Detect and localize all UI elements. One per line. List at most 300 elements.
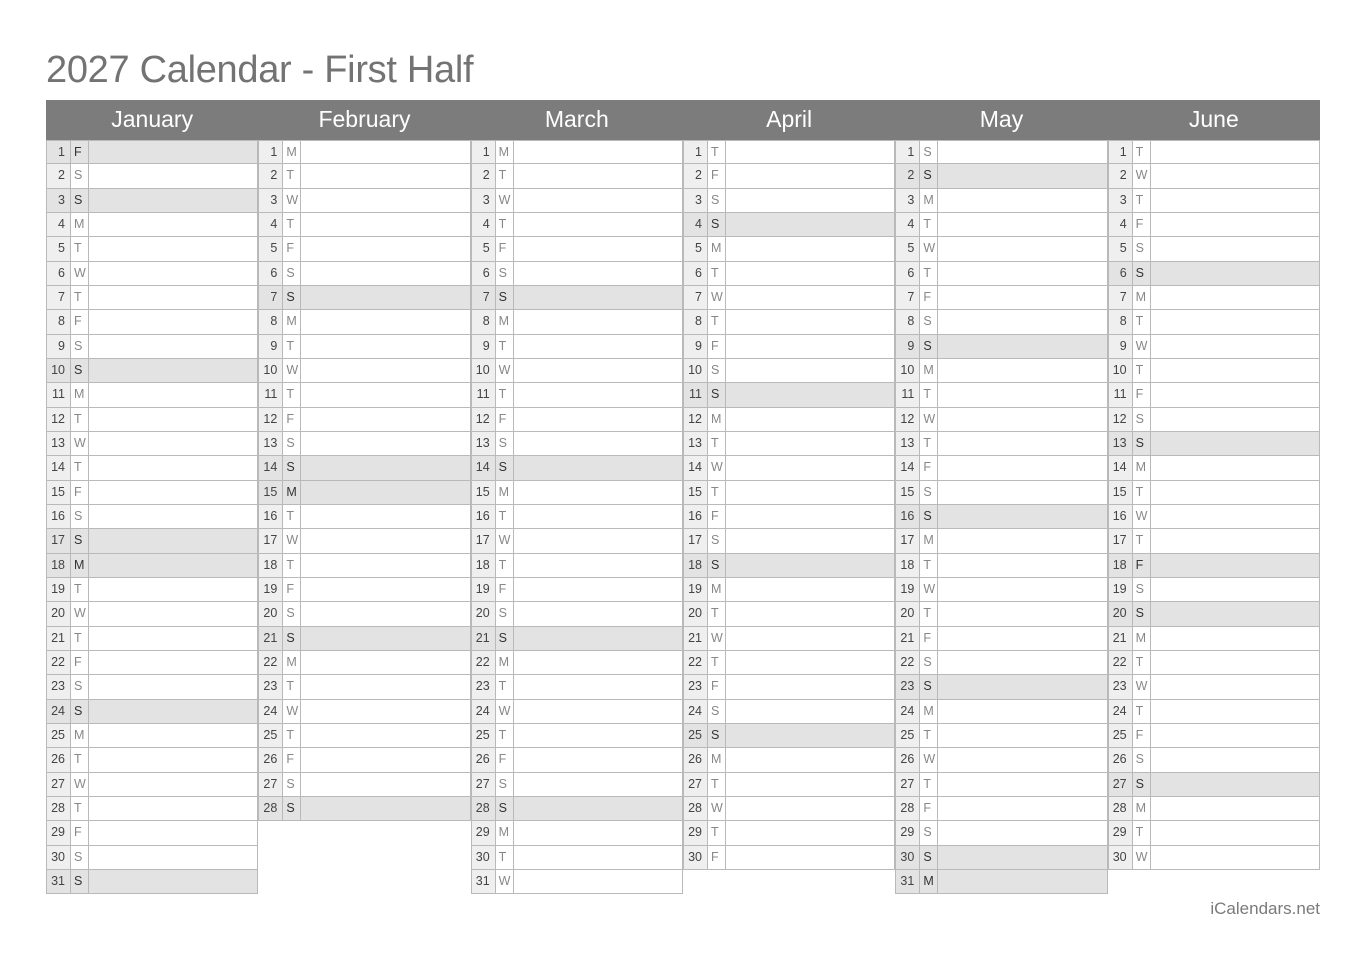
day-row: [258, 383, 470, 407]
day-number: 25: [46, 724, 71, 747]
day-row: [471, 189, 683, 213]
day-number: 10: [471, 359, 496, 382]
day-row: [258, 432, 470, 456]
day-number: 26: [683, 748, 708, 771]
day-number: 14: [471, 456, 496, 479]
day-row: [258, 189, 470, 213]
day-row: [1108, 237, 1320, 261]
day-number: 16: [258, 505, 283, 528]
weekday-letter: W: [283, 700, 301, 723]
note-cell: [301, 383, 470, 406]
day-row: [895, 748, 1107, 772]
note-cell: [89, 213, 258, 236]
day-row: [258, 213, 470, 237]
day-number: 8: [895, 310, 920, 333]
day-number: 16: [895, 505, 920, 528]
note-cell: [726, 724, 895, 747]
weekday-letter: S: [920, 846, 938, 869]
note-cell: [726, 846, 895, 869]
note-cell: [514, 846, 683, 869]
weekday-letter: S: [920, 141, 938, 163]
weekday-letter: S: [920, 821, 938, 844]
weekday-letter: T: [1133, 651, 1151, 674]
weekday-letter: F: [496, 408, 514, 431]
day-number: 7: [895, 286, 920, 309]
day-row: [895, 481, 1107, 505]
month-header: January: [111, 106, 194, 132]
day-number: 7: [1108, 286, 1133, 309]
day-row: [46, 505, 258, 529]
note-cell: [726, 141, 895, 163]
note-cell: [1151, 602, 1320, 625]
day-row: [683, 529, 895, 553]
day-number: 1: [1108, 141, 1133, 163]
day-row: [1108, 627, 1320, 651]
weekday-letter: T: [920, 554, 938, 577]
weekday-letter: S: [920, 310, 938, 333]
weekday-letter: F: [283, 578, 301, 601]
day-row: [258, 529, 470, 553]
day-row: [1108, 505, 1320, 529]
weekday-letter: T: [283, 164, 301, 187]
note-cell: [938, 359, 1107, 382]
day-number: 19: [258, 578, 283, 601]
day-row: [1108, 310, 1320, 334]
day-number: 8: [1108, 310, 1133, 333]
day-number: 1: [683, 141, 708, 163]
day-number: 4: [683, 213, 708, 236]
day-row: [895, 846, 1107, 870]
day-number: 28: [46, 797, 71, 820]
month-column-april: [683, 140, 895, 870]
day-number: 28: [1108, 797, 1133, 820]
month-header: June: [1188, 106, 1239, 132]
weekday-letter: T: [496, 383, 514, 406]
note-cell: [89, 505, 258, 528]
note-cell: [89, 554, 258, 577]
day-row: [258, 505, 470, 529]
day-row: [258, 554, 470, 578]
weekday-letter: T: [920, 773, 938, 796]
weekday-letter: S: [1133, 408, 1151, 431]
note-cell: [514, 602, 683, 625]
note-cell: [514, 310, 683, 333]
note-cell: [1151, 164, 1320, 187]
note-cell: [89, 359, 258, 382]
weekday-letter: S: [283, 432, 301, 455]
day-number: 4: [258, 213, 283, 236]
day-number: 11: [471, 383, 496, 406]
note-cell: [301, 310, 470, 333]
weekday-letter: M: [920, 700, 938, 723]
day-row: [1108, 554, 1320, 578]
day-number: 23: [1108, 675, 1133, 698]
note-cell: [514, 627, 683, 650]
weekday-letter: T: [1133, 141, 1151, 163]
day-row: [46, 578, 258, 602]
day-row: [46, 456, 258, 480]
note-cell: [938, 432, 1107, 455]
weekday-letter: T: [1133, 310, 1151, 333]
day-row: [895, 627, 1107, 651]
day-row: [895, 359, 1107, 383]
day-number: 10: [46, 359, 71, 382]
weekday-letter: S: [496, 432, 514, 455]
note-cell: [514, 262, 683, 285]
note-cell: [726, 578, 895, 601]
note-cell: [726, 627, 895, 650]
note-cell: [301, 602, 470, 625]
note-cell: [89, 141, 258, 163]
weekday-letter: T: [1133, 359, 1151, 382]
note-cell: [301, 456, 470, 479]
day-number: 2: [46, 164, 71, 187]
day-number: 4: [1108, 213, 1133, 236]
weekday-letter: T: [71, 578, 89, 601]
weekday-letter: T: [283, 505, 301, 528]
weekday-letter: S: [496, 602, 514, 625]
day-number: 22: [258, 651, 283, 674]
day-number: 16: [46, 505, 71, 528]
note-cell: [726, 164, 895, 187]
day-row: [258, 748, 470, 772]
day-row: [471, 237, 683, 261]
weekday-letter: W: [496, 529, 514, 552]
weekday-letter: T: [708, 602, 726, 625]
weekday-letter: F: [1133, 213, 1151, 236]
day-row: [46, 164, 258, 188]
day-number: 1: [471, 141, 496, 163]
day-number: 30: [46, 846, 71, 869]
note-cell: [726, 456, 895, 479]
weekday-letter: T: [920, 602, 938, 625]
day-row: [258, 797, 470, 821]
note-cell: [1151, 237, 1320, 260]
day-row: [258, 773, 470, 797]
day-number: 22: [895, 651, 920, 674]
day-number: 7: [258, 286, 283, 309]
day-number: 19: [46, 578, 71, 601]
weekday-letter: S: [71, 359, 89, 382]
note-cell: [938, 773, 1107, 796]
day-row: [46, 627, 258, 651]
weekday-letter: S: [708, 724, 726, 747]
note-cell: [726, 310, 895, 333]
weekday-letter: M: [71, 554, 89, 577]
day-number: 25: [895, 724, 920, 747]
day-number: 27: [895, 773, 920, 796]
note-cell: [514, 286, 683, 309]
note-cell: [514, 700, 683, 723]
day-number: 20: [683, 602, 708, 625]
day-row: [46, 700, 258, 724]
weekday-letter: S: [283, 773, 301, 796]
note-cell: [301, 481, 470, 504]
note-cell: [514, 748, 683, 771]
note-cell: [514, 189, 683, 212]
note-cell: [89, 408, 258, 431]
note-cell: [301, 164, 470, 187]
day-row: [895, 505, 1107, 529]
note-cell: [301, 189, 470, 212]
note-cell: [726, 237, 895, 260]
day-number: 24: [258, 700, 283, 723]
day-number: 27: [683, 773, 708, 796]
day-row: [1108, 432, 1320, 456]
note-cell: [301, 286, 470, 309]
day-number: 11: [46, 383, 71, 406]
note-cell: [1151, 408, 1320, 431]
day-number: 25: [471, 724, 496, 747]
weekday-letter: M: [496, 310, 514, 333]
day-row: [683, 335, 895, 359]
day-number: 8: [46, 310, 71, 333]
day-row: [471, 675, 683, 699]
weekday-letter: M: [496, 141, 514, 163]
weekday-letter: F: [283, 748, 301, 771]
weekday-letter: S: [71, 870, 89, 893]
day-row: [46, 773, 258, 797]
weekday-letter: M: [920, 529, 938, 552]
note-cell: [301, 675, 470, 698]
day-row: [1108, 821, 1320, 845]
day-number: 30: [471, 846, 496, 869]
day-row: [683, 554, 895, 578]
day-row: [1108, 724, 1320, 748]
day-number: 6: [895, 262, 920, 285]
weekday-letter: W: [920, 237, 938, 260]
note-cell: [514, 213, 683, 236]
note-cell: [938, 335, 1107, 358]
day-row: [258, 700, 470, 724]
day-row: [683, 164, 895, 188]
weekday-letter: T: [496, 335, 514, 358]
day-number: 10: [1108, 359, 1133, 382]
day-number: 13: [1108, 432, 1133, 455]
note-cell: [1151, 189, 1320, 212]
weekday-letter: S: [71, 189, 89, 212]
note-cell: [301, 359, 470, 382]
note-cell: [938, 262, 1107, 285]
day-row: [895, 310, 1107, 334]
day-row: [46, 529, 258, 553]
day-number: 8: [683, 310, 708, 333]
day-number: 25: [258, 724, 283, 747]
day-number: 3: [895, 189, 920, 212]
day-number: 17: [895, 529, 920, 552]
day-number: 13: [471, 432, 496, 455]
note-cell: [301, 237, 470, 260]
note-cell: [1151, 335, 1320, 358]
note-cell: [938, 748, 1107, 771]
weekday-letter: W: [920, 748, 938, 771]
note-cell: [89, 651, 258, 674]
day-row: [471, 140, 683, 164]
day-number: 29: [46, 821, 71, 844]
weekday-letter: T: [283, 554, 301, 577]
day-row: [895, 456, 1107, 480]
weekday-letter: S: [71, 846, 89, 869]
day-number: 15: [683, 481, 708, 504]
day-row: [895, 578, 1107, 602]
note-cell: [301, 141, 470, 163]
weekday-letter: M: [920, 870, 938, 893]
day-number: 18: [471, 554, 496, 577]
day-number: 24: [471, 700, 496, 723]
note-cell: [938, 456, 1107, 479]
day-row: [258, 481, 470, 505]
day-number: 18: [258, 554, 283, 577]
weekday-letter: F: [920, 456, 938, 479]
day-row: [683, 846, 895, 870]
weekday-letter: S: [496, 797, 514, 820]
weekday-letter: W: [71, 773, 89, 796]
note-cell: [89, 164, 258, 187]
note-cell: [726, 675, 895, 698]
weekday-letter: F: [708, 335, 726, 358]
day-number: 9: [1108, 335, 1133, 358]
day-row: [1108, 213, 1320, 237]
note-cell: [726, 408, 895, 431]
day-row: [683, 724, 895, 748]
weekday-letter: F: [71, 821, 89, 844]
day-number: 29: [1108, 821, 1133, 844]
note-cell: [514, 505, 683, 528]
weekday-letter: M: [71, 724, 89, 747]
weekday-letter: S: [283, 286, 301, 309]
day-row: [46, 675, 258, 699]
weekday-letter: T: [1133, 700, 1151, 723]
day-row: [46, 383, 258, 407]
note-cell: [1151, 432, 1320, 455]
weekday-letter: S: [1133, 748, 1151, 771]
day-number: 2: [683, 164, 708, 187]
day-row: [683, 821, 895, 845]
day-number: 4: [471, 213, 496, 236]
weekday-letter: T: [1133, 821, 1151, 844]
day-row: [46, 797, 258, 821]
note-cell: [938, 408, 1107, 431]
month-header: March: [544, 106, 609, 132]
calendar-grid: [46, 100, 1320, 894]
weekday-letter: T: [71, 748, 89, 771]
weekday-letter: W: [708, 797, 726, 820]
note-cell: [301, 529, 470, 552]
note-cell: [514, 724, 683, 747]
day-number: 30: [683, 846, 708, 869]
day-row: [46, 870, 258, 894]
day-number: 3: [46, 189, 71, 212]
day-number: 13: [258, 432, 283, 455]
day-row: [1108, 140, 1320, 164]
note-cell: [301, 505, 470, 528]
weekday-letter: S: [920, 164, 938, 187]
weekday-letter: T: [708, 773, 726, 796]
day-number: 22: [471, 651, 496, 674]
day-row: [895, 164, 1107, 188]
day-number: 12: [895, 408, 920, 431]
note-cell: [726, 700, 895, 723]
day-row: [683, 481, 895, 505]
weekday-letter: F: [920, 286, 938, 309]
day-row: [683, 213, 895, 237]
note-cell: [89, 383, 258, 406]
day-row: [683, 262, 895, 286]
note-cell: [726, 213, 895, 236]
day-number: 30: [895, 846, 920, 869]
day-number: 2: [895, 164, 920, 187]
day-row: [471, 164, 683, 188]
weekday-letter: T: [496, 675, 514, 698]
day-row: [1108, 675, 1320, 699]
note-cell: [726, 821, 895, 844]
weekday-letter: S: [708, 554, 726, 577]
note-cell: [938, 481, 1107, 504]
day-row: [258, 675, 470, 699]
day-row: [895, 408, 1107, 432]
weekday-letter: S: [920, 651, 938, 674]
day-row: [471, 724, 683, 748]
weekday-letter: T: [496, 554, 514, 577]
day-row: [258, 456, 470, 480]
month-header: February: [318, 106, 411, 132]
day-row: [258, 359, 470, 383]
weekday-letter: M: [708, 748, 726, 771]
day-row: [895, 140, 1107, 164]
weekday-letter: S: [71, 164, 89, 187]
day-row: [1108, 578, 1320, 602]
day-row: [895, 286, 1107, 310]
day-number: 15: [46, 481, 71, 504]
day-number: 20: [895, 602, 920, 625]
note-cell: [89, 748, 258, 771]
day-row: [1108, 846, 1320, 870]
day-row: [471, 870, 683, 894]
weekday-letter: S: [71, 675, 89, 698]
day-number: 27: [46, 773, 71, 796]
weekday-letter: W: [283, 359, 301, 382]
day-number: 29: [895, 821, 920, 844]
note-cell: [1151, 651, 1320, 674]
note-cell: [938, 141, 1107, 163]
day-number: 25: [683, 724, 708, 747]
day-number: 27: [471, 773, 496, 796]
note-cell: [89, 237, 258, 260]
weekday-letter: T: [920, 213, 938, 236]
day-row: [471, 529, 683, 553]
day-row: [471, 432, 683, 456]
note-cell: [89, 189, 258, 212]
day-number: 17: [471, 529, 496, 552]
day-number: 27: [1108, 773, 1133, 796]
day-row: [683, 505, 895, 529]
day-number: 5: [46, 237, 71, 260]
weekday-letter: F: [708, 164, 726, 187]
day-number: 31: [46, 870, 71, 893]
weekday-letter: M: [708, 578, 726, 601]
note-cell: [726, 505, 895, 528]
weekday-letter: T: [283, 675, 301, 698]
weekday-letter: M: [71, 213, 89, 236]
day-number: 26: [46, 748, 71, 771]
day-row: [1108, 359, 1320, 383]
weekday-letter: M: [1133, 797, 1151, 820]
day-number: 15: [1108, 481, 1133, 504]
note-cell: [514, 578, 683, 601]
weekday-letter: W: [1133, 846, 1151, 869]
day-number: 11: [1108, 383, 1133, 406]
day-row: [1108, 481, 1320, 505]
